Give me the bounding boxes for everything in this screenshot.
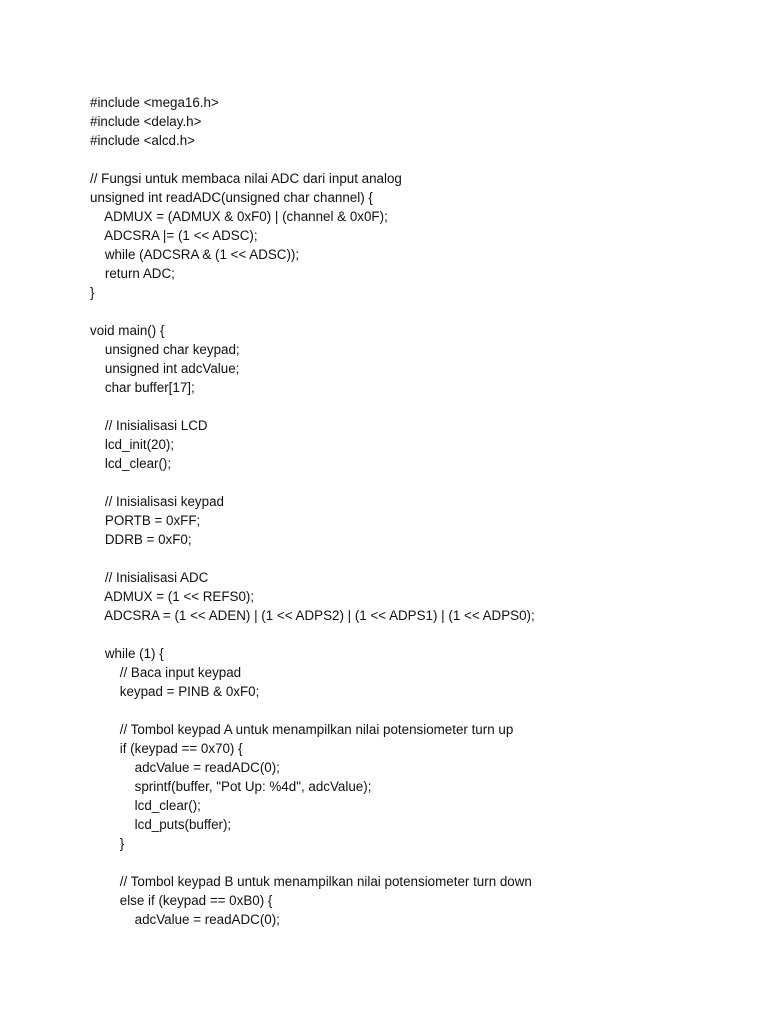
code-line: ADMUX = (1 << REFS0); bbox=[90, 589, 255, 604]
code-line: ADMUX = (ADMUX & 0xF0) | (channel & 0x0F); bbox=[90, 209, 388, 224]
code-line bbox=[90, 701, 750, 720]
code-line bbox=[90, 302, 750, 321]
code-line: sprintf(buffer, "Pot Up: %4d", adcValue); bbox=[90, 779, 372, 794]
code-line: return ADC; bbox=[90, 266, 175, 281]
code-line: #include <alcd.h> bbox=[90, 133, 195, 148]
code-line: adcValue = readADC(0); bbox=[90, 912, 280, 927]
code-line: } bbox=[90, 285, 95, 300]
code-line: DDRB = 0xF0; bbox=[90, 532, 192, 547]
code-line bbox=[90, 150, 750, 169]
code-line: lcd_clear(); bbox=[90, 456, 172, 471]
code-line: // Fungsi untuk membaca nilai ADC dari input analog bbox=[90, 171, 402, 186]
code-line bbox=[90, 397, 750, 416]
code-line: // Tombol keypad B untuk menampilkan nilai potensiometer turn down bbox=[90, 874, 532, 889]
code-line bbox=[90, 473, 750, 492]
code-line: if (keypad == 0x70) { bbox=[90, 741, 243, 756]
code-line: lcd_init(20); bbox=[90, 437, 175, 452]
code-line: PORTB = 0xFF; bbox=[90, 513, 201, 528]
code-line: #include <delay.h> bbox=[90, 114, 202, 129]
code-line bbox=[90, 549, 750, 568]
code-line: char buffer[17]; bbox=[90, 380, 195, 395]
code-line: lcd_clear(); bbox=[90, 798, 201, 813]
code-listing bbox=[90, 93, 750, 929]
code-line: unsigned int adcValue; bbox=[90, 361, 240, 376]
code-line: keypad = PINB & 0xF0; bbox=[90, 684, 260, 699]
code-line: adcValue = readADC(0); bbox=[90, 760, 280, 775]
code-line: unsigned int readADC(unsigned char channel) { bbox=[90, 190, 373, 205]
code-line: #include <mega16.h> bbox=[90, 95, 219, 110]
code-line: // Tombol keypad A untuk menampilkan nilai potensiometer turn up bbox=[90, 722, 514, 737]
code-line: // Inisialisasi LCD bbox=[90, 418, 208, 433]
code-line: // Inisialisasi keypad bbox=[90, 494, 224, 509]
code-line: // Baca input keypad bbox=[90, 665, 242, 680]
code-line: ADCSRA = (1 << ADEN) | (1 << ADPS2) | (1 << ADPS1) | (1 << ADPS0); bbox=[90, 608, 535, 623]
code-line: // Inisialisasi ADC bbox=[90, 570, 209, 585]
code-line bbox=[90, 625, 750, 644]
code-line: else if (keypad == 0xB0) { bbox=[90, 893, 273, 908]
code-line: while (1) { bbox=[90, 646, 164, 661]
code-line: while (ADCSRA & (1 << ADSC)); bbox=[90, 247, 300, 262]
code-line: ADCSRA |= (1 << ADSC); bbox=[90, 228, 258, 243]
code-line: lcd_puts(buffer); bbox=[90, 817, 232, 832]
code-line bbox=[90, 853, 750, 872]
code-line: } bbox=[90, 836, 125, 851]
code-line: void main() { bbox=[90, 323, 165, 338]
code-line: unsigned char keypad; bbox=[90, 342, 240, 357]
